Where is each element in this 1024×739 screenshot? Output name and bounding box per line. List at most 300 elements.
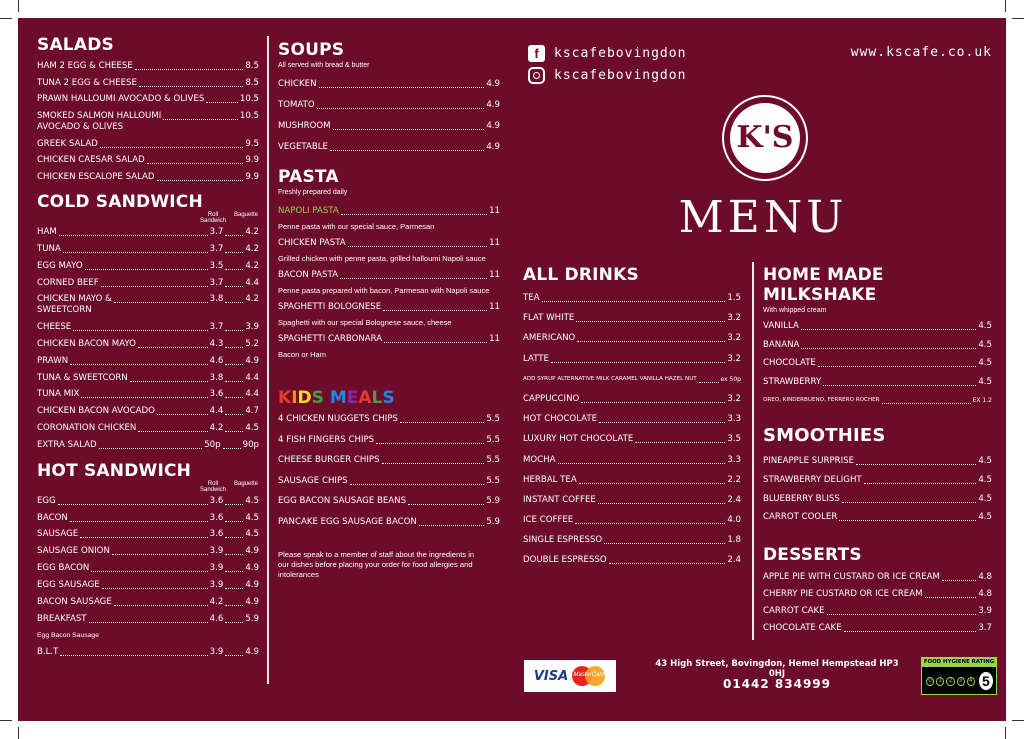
- item-name: EGG: [37, 495, 56, 506]
- baguette-price: 4.9: [245, 546, 259, 557]
- dot-leader: [576, 321, 725, 322]
- kids-meals-heading: [278, 388, 500, 408]
- item-price: 5.5: [486, 475, 500, 486]
- item-price: EX 1.2: [972, 397, 992, 405]
- sandwich-row: [37, 294, 259, 305]
- item-price: 3.5: [727, 434, 741, 445]
- dot-leader: [699, 382, 719, 383]
- menu-item-row: [763, 606, 992, 617]
- sandwich-row: [37, 647, 259, 658]
- item-price: 3.2: [727, 333, 741, 344]
- menu-item-row: [763, 377, 992, 388]
- menu-item: [37, 78, 259, 89]
- dot-leader: [408, 504, 484, 505]
- item-price: 4.0: [727, 515, 741, 526]
- menu-item: [523, 414, 741, 425]
- item-name: PRAWN HALLOUMI AVOCADO & OLIVES: [37, 94, 205, 105]
- item-name: 4 FISH FINGERS CHIPS: [278, 434, 375, 445]
- sandwich-item: [37, 597, 259, 608]
- sandwich-item: [37, 278, 259, 289]
- menu-item-row: [278, 435, 500, 446]
- item-name: LUXURY HOT CHOCOLATE: [523, 434, 634, 445]
- blt-note: Egg Bacon Sausage: [37, 631, 99, 639]
- cold-sandwich-heading: COLD SANDWICH: [37, 192, 203, 213]
- roll-price: 3.5: [209, 260, 224, 271]
- sandwich-row: [37, 614, 259, 625]
- menu-item: [763, 321, 992, 332]
- menu-item-row: [278, 302, 500, 313]
- roll-price: 3.8: [209, 294, 224, 305]
- soups-heading: SOUPS: [278, 40, 345, 60]
- cold-sandwich-col-headers: [37, 212, 259, 224]
- menu-item-row: [278, 142, 500, 153]
- item-name: TOMATO: [278, 100, 315, 110]
- item-name: CHOCOLATE: [763, 358, 816, 369]
- roll-sandwich-header: Roll Sandwich: [200, 480, 227, 493]
- sandwich-row: [37, 389, 259, 400]
- item-name: MUSHROOM: [278, 121, 331, 131]
- menu-item: [763, 494, 992, 505]
- dot-leader: [225, 364, 243, 365]
- sandwich-item: [37, 244, 259, 255]
- soups-list: [278, 79, 500, 153]
- sandwich-row: [37, 597, 259, 608]
- dot-leader: [157, 414, 208, 415]
- item-description: Spaghetti with our special Bolognese sauce, cheese: [278, 318, 452, 327]
- menu-item: [763, 589, 992, 600]
- item-price: 4.5: [978, 493, 992, 504]
- item-price: 9.5: [245, 138, 259, 149]
- item-price: 4.5: [978, 474, 992, 485]
- roll-price: 4.4: [209, 406, 224, 417]
- menu-item: [523, 354, 741, 365]
- item-name: CHICKEN CAESAR SALAD: [37, 155, 145, 166]
- dot-leader: [575, 523, 725, 524]
- dot-leader: [99, 448, 203, 449]
- item-price: 3.3: [727, 414, 741, 425]
- item-name: CARROT CAKE: [763, 605, 825, 616]
- website-link[interactable]: www.kscafe.co.uk: [850, 45, 992, 60]
- dot-leader: [419, 525, 484, 526]
- dot-leader: [58, 504, 208, 505]
- milkshake-subtitle: With whipped cream: [763, 307, 827, 314]
- blt-row: [37, 647, 259, 658]
- pasta-list: [278, 206, 500, 360]
- item-name: BACON SAUSAGE: [37, 597, 112, 608]
- dot-leader: [827, 614, 977, 615]
- sandwich-item: [37, 546, 259, 557]
- mastercard-logo: [572, 666, 606, 686]
- dot-leader: [581, 402, 725, 403]
- instagram-handle[interactable]: kscafebovingdon: [554, 68, 687, 83]
- menu-item-row: [523, 313, 741, 324]
- item-price: 4.9: [486, 100, 500, 110]
- kids-title-letter: L: [371, 388, 383, 408]
- sandwich-item: [37, 647, 259, 658]
- menu-item-row: [763, 589, 992, 600]
- menu-item: [37, 155, 259, 166]
- item-price: 4.8: [978, 588, 992, 599]
- menu-title: MENU: [678, 192, 848, 243]
- item-price: 11: [489, 206, 500, 216]
- drinks-heading: ALL DRINKS: [523, 265, 639, 285]
- sandwich-item: [37, 529, 259, 540]
- menu-item-row: [278, 270, 500, 281]
- mastercard-text: MasterCard: [573, 672, 605, 678]
- menu-item: [37, 139, 259, 150]
- dot-leader: [382, 463, 485, 464]
- item-name: AMERICANO: [523, 333, 576, 344]
- dot-leader: [400, 422, 484, 423]
- item-name: HOT CHOCOLATE: [523, 414, 598, 425]
- dot-leader: [59, 235, 208, 236]
- item-name: BANANA: [763, 339, 800, 350]
- menu-item-row: [763, 340, 992, 351]
- item-price: 5.5: [486, 455, 500, 466]
- item-description: Grilled chicken with penne pasta, grilled halloumi Napoli sauce: [278, 254, 486, 263]
- hygiene-scale-step: 3: [957, 677, 965, 686]
- baguette-price: 4.5: [245, 422, 259, 433]
- item-name: SMOKED SALMON HALLOUMI: [37, 111, 162, 122]
- sandwich-item: [37, 261, 259, 272]
- dot-leader: [579, 483, 726, 484]
- item-price: 5.9: [486, 516, 500, 527]
- dot-leader: [635, 442, 725, 443]
- allergy-note: Please speak to a member of staff about the ingredients in our dishes before placing your order for food allergies and intolerances: [278, 549, 475, 579]
- item-name: BACON PASTA: [278, 270, 338, 280]
- drinks-list: [523, 293, 741, 566]
- menu-item: [37, 94, 259, 105]
- column-right: [523, 18, 998, 721]
- item-price: ex 50p: [720, 375, 741, 383]
- visa-logo: VISA: [533, 668, 569, 684]
- baguette-price: 4.4: [245, 372, 259, 383]
- item-name: CHICKEN ESCALOPE SALAD: [37, 172, 155, 183]
- item-price: 10.5: [239, 94, 259, 105]
- dot-leader: [102, 588, 208, 589]
- dot-leader: [225, 397, 243, 398]
- dot-leader: [225, 347, 243, 348]
- sandwich-row: [37, 261, 259, 272]
- item-price: 9.9: [245, 155, 259, 166]
- menu-item-row: [278, 79, 500, 90]
- sandwich-row: [37, 278, 259, 289]
- dot-leader: [225, 302, 243, 303]
- item-name: SAUSAGE: [37, 529, 79, 540]
- roll-price: 50p: [204, 439, 221, 450]
- menu-item-row: [763, 623, 992, 634]
- dot-leader: [609, 563, 726, 564]
- right-sub-column: [763, 265, 992, 639]
- baguette-price: 4.9: [245, 580, 259, 591]
- sandwich-item: [37, 227, 259, 238]
- menu-item-row: [278, 334, 500, 345]
- menu-item: [763, 572, 992, 583]
- item-price: 5.9: [486, 496, 500, 507]
- menu-item: [278, 100, 500, 111]
- sandwich-item: [37, 356, 259, 367]
- roll-price: 3.6: [209, 512, 224, 523]
- food-hygiene-badge: [921, 657, 997, 695]
- item-name: VANILLA: [763, 321, 799, 331]
- item-name: EXTRA SALAD: [37, 439, 97, 450]
- menu-item: [278, 302, 500, 328]
- hygiene-scale-step: 0: [926, 677, 934, 686]
- item-price: 11: [489, 334, 500, 344]
- item-name: FLAT WHITE: [523, 313, 575, 324]
- baguette-header: Baguette: [233, 480, 259, 487]
- menu-item: [278, 414, 500, 425]
- dot-leader: [225, 655, 243, 656]
- instagram-icon: [528, 67, 545, 84]
- cold-sandwich-list: [37, 227, 259, 451]
- item-name: OREO, KINDERBUENO, FERRERO ROCHER: [763, 397, 880, 404]
- item-price: 4.9: [486, 121, 500, 131]
- dot-leader: [225, 622, 243, 623]
- menu-item-row: [523, 475, 741, 486]
- item-name: CHICKEN: [278, 79, 317, 89]
- hygiene-scale-step: 4: [967, 677, 975, 686]
- item-name: LATTE: [523, 353, 549, 364]
- sandwich-item: [37, 614, 259, 625]
- dot-leader: [139, 86, 243, 87]
- item-name: PINEAPPLE SURPRISE: [763, 456, 855, 467]
- facebook-handle[interactable]: kscafebovingdon: [554, 46, 687, 61]
- menu-item: [37, 61, 259, 72]
- sandwich-item: [37, 563, 259, 574]
- item-price: 11: [489, 302, 500, 312]
- sandwich-item: [37, 580, 259, 591]
- item-name: TUNA: [37, 243, 61, 254]
- item-price: 4.5: [978, 358, 992, 369]
- item-name: EGG SAUSAGE: [37, 580, 100, 591]
- dot-leader: [100, 147, 243, 148]
- dot-leader: [341, 214, 487, 215]
- menu-item-row: [523, 515, 741, 526]
- menu-item: [763, 358, 992, 369]
- menu-item-row: [763, 494, 992, 505]
- dot-leader: [163, 119, 238, 120]
- roll-price: 3.9: [209, 563, 224, 574]
- dot-leader: [558, 463, 726, 464]
- menu-item-row: [37, 172, 259, 183]
- dot-leader: [348, 246, 487, 247]
- desserts-list: [763, 572, 992, 633]
- phone-number[interactable]: 01442 834999: [722, 677, 832, 691]
- sandwich-row: [37, 529, 259, 540]
- menu-item: [37, 172, 259, 183]
- baguette-price: 4.5: [245, 495, 259, 506]
- item-name: SAUSAGE ONION: [37, 546, 110, 557]
- item-price: 5.5: [486, 434, 500, 445]
- roll-price: 3.9: [209, 580, 224, 591]
- item-price: 4.9: [486, 79, 500, 89]
- menu-item: [278, 435, 500, 446]
- dot-leader: [138, 347, 208, 348]
- menu-item-row: [763, 475, 992, 486]
- sandwich-row: [37, 339, 259, 350]
- menu-item-row: [763, 456, 992, 467]
- item-price: 4.5: [978, 512, 992, 523]
- dot-leader: [225, 571, 243, 572]
- menu-item-row: [37, 139, 259, 150]
- dot-leader: [225, 269, 243, 270]
- roll-price: 4.6: [209, 355, 224, 366]
- menu-item-row: [278, 206, 500, 217]
- menu-item: [278, 142, 500, 153]
- dot-leader: [333, 129, 485, 130]
- dot-leader: [577, 341, 725, 342]
- facebook-icon: f: [528, 45, 545, 62]
- menu-item: [278, 334, 500, 360]
- dot-leader: [599, 422, 725, 423]
- menu-item: [763, 475, 992, 486]
- kids-title-letter: E: [346, 388, 359, 408]
- roll-price: 3.6: [209, 529, 224, 540]
- dot-leader: [225, 554, 243, 555]
- menu-item: [278, 270, 500, 296]
- roll-price: 3.7: [209, 227, 224, 238]
- menu-item-row: [278, 414, 500, 425]
- roll-price: 3.9: [209, 646, 224, 657]
- roll-price: 3.9: [209, 546, 224, 557]
- baguette-price: 4.9: [245, 355, 259, 366]
- smoothies-list: [763, 456, 992, 523]
- sandwich-row: [37, 227, 259, 238]
- item-name: SAUSAGE CHIPS: [278, 475, 348, 486]
- dot-leader: [839, 520, 976, 521]
- item-name: HAM 2 EGG & CHEESE: [37, 61, 133, 71]
- pasta-heading: PASTA: [278, 167, 339, 187]
- baguette-price: 4.2: [245, 294, 259, 305]
- baguette-price: 4.7: [245, 406, 259, 417]
- baguette-price: 4.2: [245, 260, 259, 271]
- dot-leader: [225, 252, 243, 253]
- item-name: STRAWBERRY DELIGHT: [763, 474, 862, 485]
- roll-price: 4.6: [209, 613, 224, 624]
- item-price: 1.8: [727, 535, 741, 546]
- baguette-price: 4.9: [245, 597, 259, 608]
- dot-leader: [384, 342, 487, 343]
- item-price: 11: [489, 238, 500, 248]
- roll-price: 3.8: [209, 372, 224, 383]
- menu-item: [523, 374, 741, 385]
- hygiene-score: 5: [979, 672, 993, 690]
- dot-leader: [340, 278, 487, 279]
- roll-price: 3.6: [209, 389, 224, 400]
- dot-leader: [225, 504, 243, 505]
- facebook-row: [528, 45, 686, 62]
- item-name: STRAWBERRY: [763, 376, 822, 387]
- baguette-price: 4.9: [245, 563, 259, 574]
- dot-leader: [604, 543, 725, 544]
- dot-leader: [801, 348, 976, 349]
- item-name: NAPOLI PASTA: [278, 206, 339, 216]
- menu-item-row: [278, 517, 500, 528]
- hygiene-scale-step: 1: [936, 677, 944, 686]
- menu-item: [763, 395, 992, 406]
- item-name: CAPPUCCINO: [523, 393, 580, 404]
- menu-item-row: [278, 100, 500, 111]
- sandwich-row: [37, 423, 259, 434]
- menu-item-row: [523, 333, 741, 344]
- sandwich-row: [37, 322, 259, 333]
- menu-item: [763, 340, 992, 351]
- sandwich-item: [37, 496, 259, 507]
- dot-leader: [225, 235, 243, 236]
- menu-item-row: [37, 155, 259, 166]
- dot-leader: [130, 381, 208, 382]
- item-name: VEGETABLE: [278, 142, 328, 152]
- menu-sheet: [18, 18, 1006, 721]
- item-name: PANCAKE EGG SAUSAGE BACON: [278, 516, 417, 527]
- item-name-line2: SWEETCORN: [37, 305, 92, 316]
- item-name: BACON: [37, 512, 68, 523]
- menu-item-row: [37, 94, 259, 105]
- menu-item-row: [763, 358, 992, 369]
- menu-item: [523, 455, 741, 466]
- baguette-price: 4.5: [245, 512, 259, 523]
- menu-item: [523, 313, 741, 324]
- menu-item-row: [278, 496, 500, 507]
- item-price: 4.8: [978, 572, 992, 583]
- dot-leader: [114, 302, 208, 303]
- item-name: B.L.T: [37, 646, 59, 657]
- baguette-header: Baguette: [233, 212, 259, 219]
- sandwich-row: [37, 244, 259, 255]
- sandwich-row: [37, 356, 259, 367]
- item-name: TEA: [523, 293, 540, 303]
- sandwich-item: [37, 406, 259, 417]
- item-name: HAM: [37, 227, 57, 238]
- item-name: ICE COFFEE: [523, 515, 574, 526]
- item-price: 4.5: [978, 456, 992, 467]
- dot-leader: [73, 330, 207, 331]
- item-name: CHICKEN BACON MAYO: [37, 338, 136, 349]
- item-name: DOUBLE ESPRESSO: [523, 555, 607, 566]
- menu-item: [523, 333, 741, 344]
- item-name: ADD SYRUP ALTERNATIVE MILK CARAMEL VANILLA HAZEL NUT: [523, 375, 697, 382]
- item-price: 3.2: [727, 393, 741, 404]
- item-description: Penne pasta prepared with bacon, Parmesan with Napoli sauce: [278, 286, 490, 295]
- menu-item-row: [523, 495, 741, 506]
- item-name: EGG BACON: [37, 563, 90, 574]
- logo-text: K'S: [730, 103, 800, 173]
- menu-item: [278, 455, 500, 466]
- item-price: 4.5: [978, 321, 992, 331]
- item-price: 2.4: [727, 494, 741, 505]
- milkshake-heading: HOME MADE MILKSHAKE: [763, 265, 884, 305]
- dot-leader: [818, 366, 976, 367]
- sandwich-row: [37, 513, 259, 524]
- roll-price: 3.7: [209, 322, 224, 333]
- dot-leader: [101, 286, 208, 287]
- milkshake-list: [763, 321, 992, 406]
- roll-price: 4.3: [209, 338, 224, 349]
- item-price: 10.5: [239, 111, 259, 122]
- sandwich-row: [37, 373, 259, 384]
- menu-item-row: [278, 455, 500, 466]
- smoothies-heading: SMOOTHIES: [763, 425, 886, 447]
- menu-item-row: [278, 238, 500, 249]
- baguette-price: 5.2: [245, 338, 259, 349]
- kids-title-letter: I: [291, 388, 298, 408]
- card-logos: [524, 660, 616, 692]
- menu-item: [523, 434, 741, 445]
- dot-leader: [135, 69, 244, 70]
- item-description: Penne pasta with our special sauce, Parmesan: [278, 222, 435, 231]
- dot-leader: [112, 554, 208, 555]
